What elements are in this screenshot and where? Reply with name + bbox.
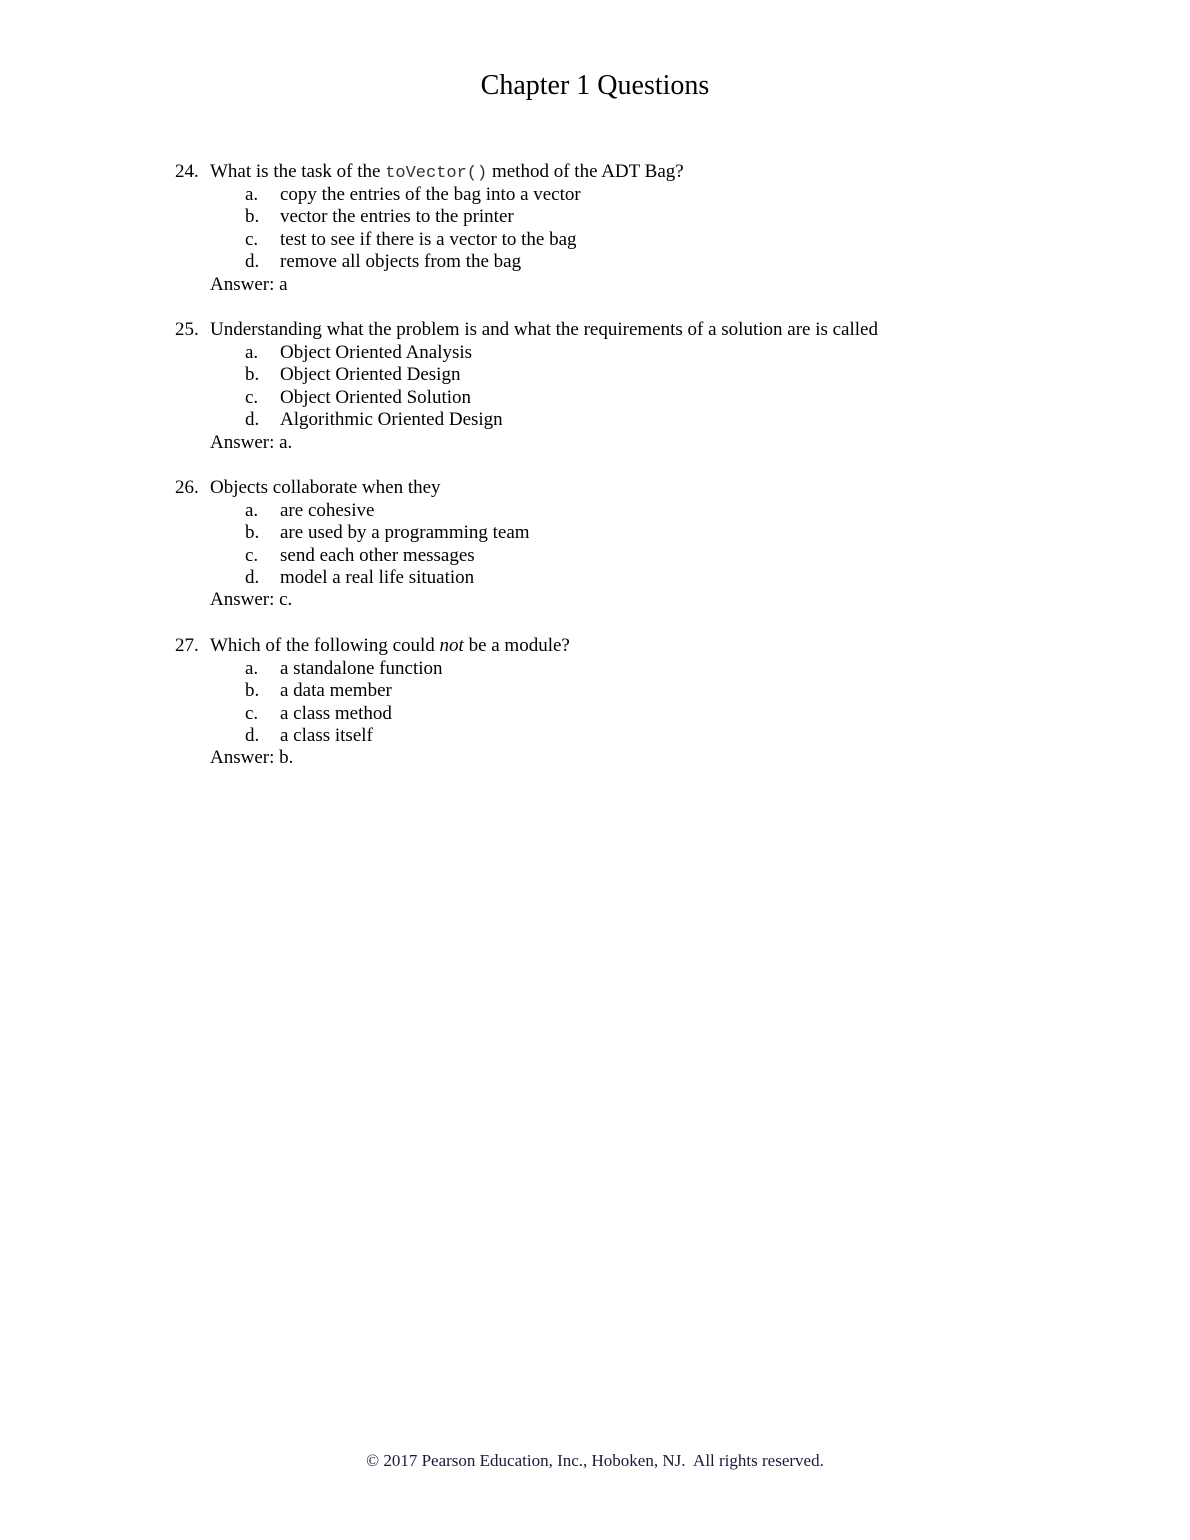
option-text: test to see if there is a vector to the bag: [280, 228, 577, 250]
option-c: [0, 229, 1190, 251]
option-text: a data member: [280, 680, 392, 702]
option-b: [0, 364, 1190, 386]
answer: [0, 274, 1190, 296]
question-stem: [0, 160, 1190, 184]
option-text: are used by a programming team: [280, 522, 530, 544]
option-a: [0, 342, 1190, 364]
option-text: copy the entries of the bag into a vector: [280, 184, 581, 205]
option-letter: d.: [245, 725, 260, 747]
question-24: [0, 160, 1190, 296]
question-text-before: What is the task of the: [210, 161, 386, 182]
option-b: [0, 206, 1190, 228]
option-d: [0, 251, 1190, 273]
option-a: [0, 658, 1190, 680]
copyright-footer: © 2017 Pearson Education, Inc., Hoboken, NJ. All rights reserved.: [366, 1451, 824, 1470]
question-25: [0, 318, 1190, 454]
option-letter: d.: [245, 409, 260, 431]
option-text: Object Oriented Design: [280, 364, 461, 386]
option-b: [0, 680, 1190, 702]
option-letter: b.: [245, 522, 260, 544]
question-stem: [0, 318, 1190, 342]
question-text: [210, 634, 570, 658]
option-d: [0, 725, 1190, 747]
option-c: [0, 545, 1190, 567]
answer: [0, 747, 1190, 769]
option-letter: c.: [245, 228, 259, 250]
option-text: model a real life situation: [280, 567, 475, 589]
option-text: a class method: [280, 702, 392, 724]
answer: [0, 432, 1190, 454]
emphasized-word: not: [439, 634, 464, 656]
page-title: Chapter 1 Questions: [480, 70, 710, 101]
option-letter: c.: [245, 702, 259, 724]
question-27: [0, 634, 1190, 770]
question-text-after: be a module?: [463, 634, 570, 656]
option-letter: a.: [245, 184, 259, 205]
option-letter: a.: [245, 499, 259, 521]
answer-text: Answer: c.: [210, 589, 293, 611]
option-a: [0, 184, 1190, 206]
option-letter: d.: [245, 251, 260, 273]
question-text-after: method of the ADT Bag?: [487, 161, 684, 182]
option-letter: b.: [245, 680, 260, 702]
question-list: [0, 160, 1190, 792]
option-d: [0, 409, 1190, 431]
option-text: are cohesive: [280, 499, 375, 521]
option-text: a standalone function: [280, 657, 443, 679]
option-c: [0, 703, 1190, 725]
option-letter: d.: [245, 567, 260, 589]
option-text: Object Oriented Analysis: [280, 341, 473, 363]
option-text: Algorithmic Oriented Design: [280, 409, 503, 431]
code-snippet: toVector(): [385, 164, 488, 183]
option-text: vector the entries to the printer: [280, 206, 514, 228]
question-number: 24.: [175, 161, 199, 182]
answer: [0, 589, 1190, 611]
option-letter: b.: [245, 364, 260, 386]
question-26: [0, 476, 1190, 612]
option-d: [0, 567, 1190, 589]
question-text: Objects collaborate when they: [210, 476, 441, 498]
question-number: 27.: [175, 634, 199, 656]
option-c: [0, 387, 1190, 409]
question-stem: [0, 476, 1190, 500]
question-text: Understanding what the problem is and what the requirements of a solution are is called: [210, 318, 878, 340]
question-text-before: Which of the following could: [210, 634, 440, 656]
option-b: [0, 522, 1190, 544]
option-letter: a.: [245, 341, 259, 363]
question-text: [210, 160, 684, 186]
option-a: [0, 500, 1190, 522]
answer-text: Answer: b.: [210, 747, 294, 769]
option-text: send each other messages: [280, 544, 475, 566]
option-letter: b.: [245, 206, 260, 228]
option-letter: a.: [245, 657, 259, 679]
question-stem: [0, 634, 1190, 658]
question-number: 25.: [175, 318, 199, 340]
option-letter: c.: [245, 544, 259, 566]
question-number: 26.: [175, 476, 199, 498]
option-text: remove all objects from the bag: [280, 251, 522, 273]
answer-text: Answer: a: [210, 273, 288, 295]
option-text: a class itself: [280, 725, 373, 747]
option-letter: c.: [245, 386, 259, 408]
option-text: Object Oriented Solution: [280, 386, 472, 408]
answer-text: Answer: a.: [210, 431, 293, 453]
